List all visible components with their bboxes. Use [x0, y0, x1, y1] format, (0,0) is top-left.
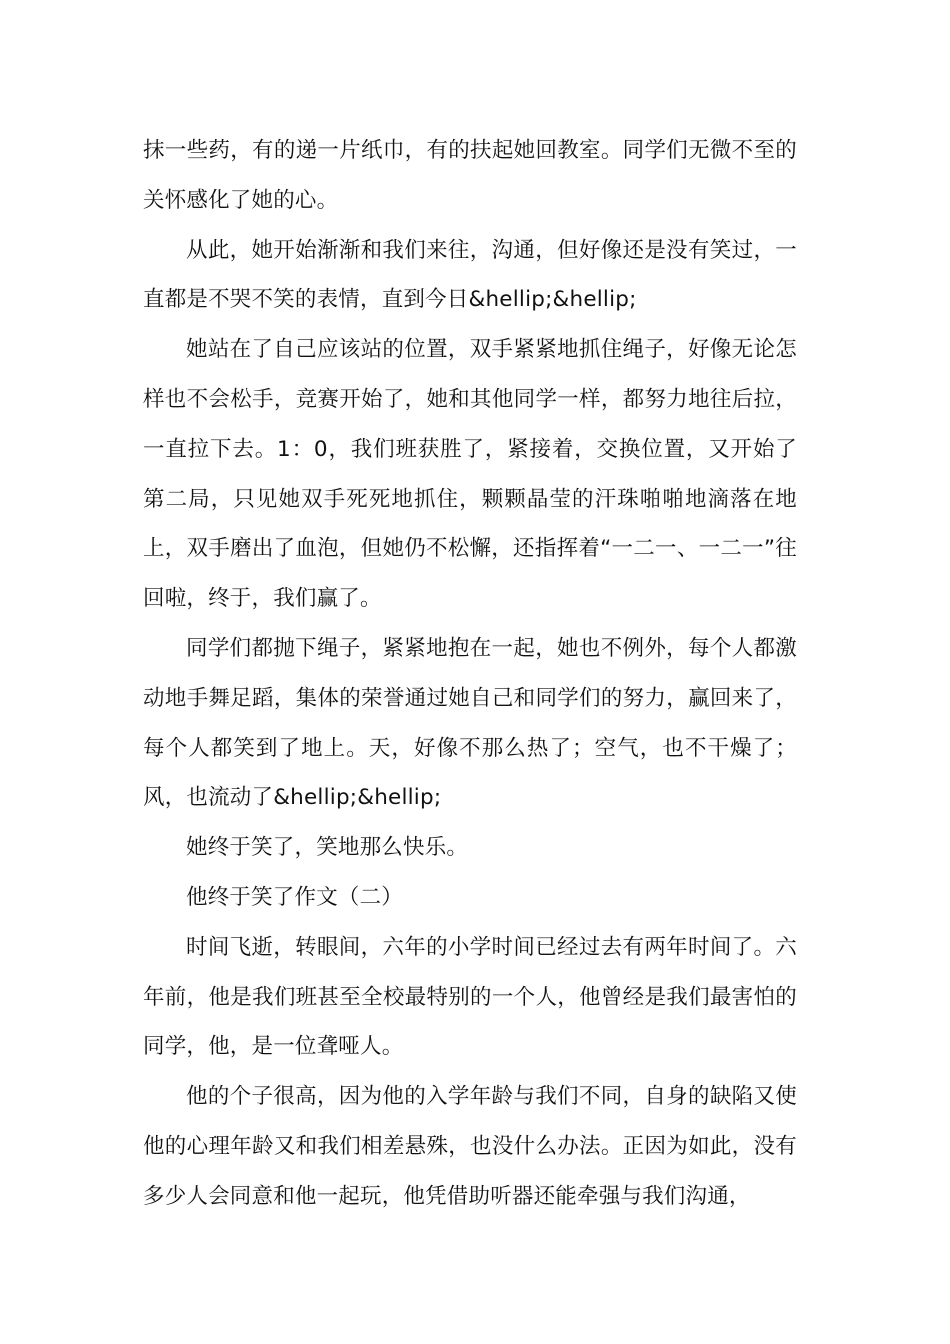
paragraph-6: 时间飞逝，转眼间，六年的小学时间已经过去有两年时间了。六年前，他是我们班甚至全校最特别的一个人，他曾经是我们最害怕的同学，他，是一位聋哑人。: [143, 934, 797, 1060]
paragraph-4: 同学们都抛下绳子，紧紧地抱在一起，她也不例外，每个人都激动地手舞足蹈，集体的荣誉通过她自己和同学们的努力，赢回来了，每个人都笑到了地上。天，好像不那么热了；空气，也不干燥了；风，也流动了&hellip;&hellip;: [143, 635, 797, 811]
paragraph-7: 他的个子很高，因为他的入学年龄与我们不同，自身的缺陷又使他的心理年龄又和我们相差悬殊，也没什么办法。正因为如此，没有多少人会同意和他一起玩，他凭借助听器还能牵强与我们沟通，: [143, 1084, 797, 1209]
section-heading: 他终于笑了作文（二）: [186, 884, 404, 910]
document-body: [143, 126, 797, 1222]
paragraph-1: 抹一些药，有的递一片纸巾，有的扶起她回教室。同学们无微不至的关怀感化了她的心。: [143, 138, 797, 213]
paragraph-2: 从此，她开始渐渐和我们来往，沟通，但好像还是没有笑过，一直都是不哭不笑的表情，直到今日&hellip;&hellip;: [143, 237, 797, 313]
paragraph-3: 她站在了自己应该站的位置，双手紧紧地抓住绳子，好像无论怎样也不会松手，竞赛开始了，她和其他同学一样，都努力地往后拉，一直拉下去。1：0，我们班获胜了，紧接着，交换位置，又开始了第二局，只见她双手死死地抓住，颗颗晶莹的汗珠啪啪地滴落在地上，双手磨出了血泡，但她仍不松懈，还指挥着“一二一、一二一”往回啦，终于，我们赢了。: [143, 337, 797, 612]
paragraph-5: 她终于笑了，笑地那么快乐。: [186, 835, 469, 861]
